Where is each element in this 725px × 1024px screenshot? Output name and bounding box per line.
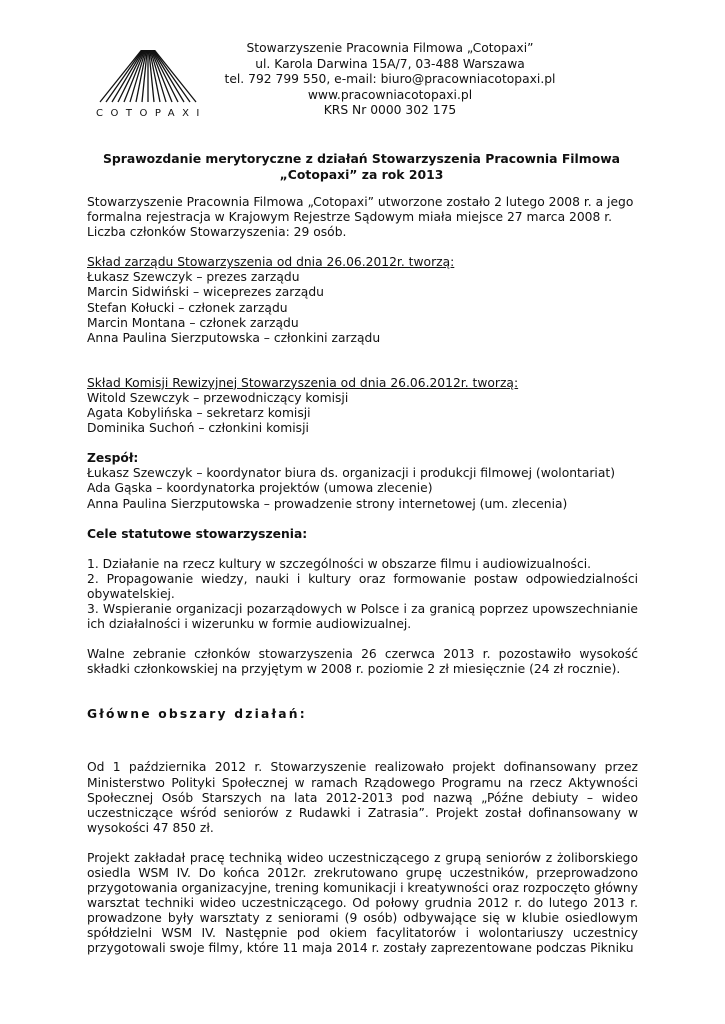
- audit-heading: Skład Komisji Rewizyjnej Stowarzyszenia od dnia 26.06.2012r. tworzą:: [87, 375, 519, 390]
- goal-item: 2. Propagowanie wiedzy, nauki i kultury oraz formowanie postaw odpowiedzialności obywatelskiej.: [87, 571, 638, 601]
- intro-line: formalna rejestracja w Krajowym Rejestrze Sądowym miała miejsce 27 marca 2008 r.: [87, 210, 613, 225]
- audit-member: Dominika Suchoń – członkini komisji: [87, 421, 309, 436]
- board-heading: Skład zarządu Stowarzyszenia od dnia 26.06.2012r. tworzą:: [87, 255, 455, 270]
- cotopaxi-logo: [96, 40, 207, 124]
- audit-member: Witold Szewczyk – przewodniczący komisji: [87, 390, 349, 405]
- intro-line: Liczba członków Stowarzyszenia: 29 osób.: [87, 225, 347, 240]
- org-contact: tel. 792 799 550, e-mail: biuro@pracowniacotopaxi.pl: [224, 72, 556, 87]
- org-address: ul. Karola Darwina 15A/7, 03-488 Warszawa: [255, 56, 525, 71]
- intro-line: Stowarzyszenie Pracownia Filmowa „Cotopaxi” utworzone zostało 2 lutego 2008 r. a jego: [87, 195, 634, 209]
- board-member: Łukasz Szewczyk – prezes zarządu: [87, 270, 300, 285]
- areas-paragraph-2: Projekt zakładał pracę techniką wideo uczestniczącego z grupą seniorów z żoliborskiego osiedla WSM IV. Do końca 2012r. zrekrutowano grupę uczestników, przeprowadzono przygotowania organizacyjne, trening komunikacji i kreatywności oraz rozpoczęto główny warsztat techniki wideo uczestniczącego. Od połowy grudnia 2012 r. do lutego 2013 r. prowadzone były warsztaty z seniorami (9 osób) odbywające się w klubie osiedlowym spółdzielni WSM IV. Następnie pod okiem facylitatorów i wolontariuszy uczestnicy przygotowali swoje filmy, które 11 maja 2014 r. zostały zaprezentowane podczas Pikniku: [87, 850, 638, 956]
- board-member: Anna Paulina Sierzputowska – członkini zarządu: [87, 330, 381, 345]
- board-member: Stefan Kołucki – członek zarządu: [87, 300, 288, 315]
- title-line-2: „Cotopaxi” za rok 2013: [279, 166, 444, 182]
- org-website: www.pracowniacotopaxi.pl: [307, 87, 473, 102]
- team-member: Anna Paulina Sierzputowska – prowadzenie strony internetowej (um. zlecenia): [87, 496, 568, 511]
- mountain-rays-icon: [96, 40, 200, 106]
- membership-fee-paragraph: Walne zebranie członków stowarzyszenia 26 czerwca 2013 r. pozostawiło wysokość składki członkowskiej na przyjętym w 2008 r. poziomie 2 zł miesięcznie (24 zł rocznie).: [87, 647, 638, 677]
- goal-item: 1. Działanie na rzecz kultury w szczególności w obszarze filmu i audiowizualności.: [87, 556, 592, 571]
- organization-header: [200, 41, 580, 119]
- areas-paragraph-1: Od 1 października 2012 r. Stowarzyszenie realizowało projekt dofinansowany przez Ministerstwo Polityki Społecznej w ramach Rządowego Programu na rzecz Aktywności Społecznej Osób Starszych na lata 2012-2013 pod nazwą „Późne debiuty – wideo uczestniczące wśród seniorów z Rudawki i Zatrasia”. Projekt został dofinansowany w wysokości 47 850 zł.: [87, 760, 638, 835]
- report-body: [87, 195, 638, 957]
- areas-heading: Główne obszary działań:: [87, 707, 307, 722]
- report-title: [80, 151, 643, 182]
- title-line-1: Sprawozdanie merytoryczne z działań Stowarzyszenia Pracownia Filmowa: [102, 151, 621, 166]
- audit-member: Agata Kobylińska – sekretarz komisji: [87, 406, 311, 421]
- logo-wordmark: COTOPAXI: [96, 108, 207, 119]
- team-heading: Zespół:: [87, 451, 139, 466]
- org-krs: KRS Nr 0000 302 175: [323, 103, 457, 118]
- org-name: Stowarzyszenie Pracownia Filmowa „Cotopaxi”: [246, 41, 534, 55]
- board-member: Marcin Montana – członek zarządu: [87, 315, 299, 330]
- board-member: Marcin Sidwiński – wiceprezes zarządu: [87, 285, 324, 300]
- goal-item: 3. Wspieranie organizacji pozarządowych w Polsce i za granicą poprzez upowszechnianie ich działalności i wizerunku w formie audiowizualnej.: [87, 601, 638, 632]
- team-member: Łukasz Szewczyk – koordynator biura ds. organizacji i produkcji filmowej (wolontariat): [87, 466, 615, 481]
- goals-heading: Cele statutowe stowarzyszenia:: [87, 526, 308, 541]
- team-member: Ada Gąska – koordynatorka projektów (umowa zlecenie): [87, 481, 433, 496]
